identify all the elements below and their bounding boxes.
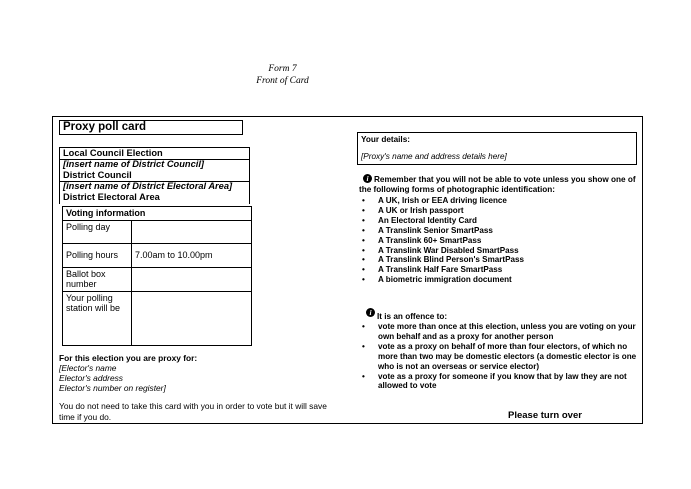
polling-hours-label: Polling hours xyxy=(63,243,132,267)
offence-heading: It is an offence to: xyxy=(377,312,448,321)
info-icon: i xyxy=(363,174,372,183)
voting-information-table xyxy=(62,206,252,346)
council-placeholder: [insert name of District Council] xyxy=(63,159,205,169)
polling-day-value xyxy=(132,220,252,243)
list-item: • A Translink Senior SmartPass xyxy=(359,226,639,236)
election-type: Local Council Election xyxy=(63,148,163,158)
list-item: • vote as a proxy on behalf of more than four electors, of which no more than two may be domestic electors (a domestic elector is one who is not an overseas or service elector) xyxy=(359,342,639,372)
polling-station-label: Your polling station will be xyxy=(63,291,132,345)
list-item: • A UK, Irish or EEA driving licence xyxy=(359,196,639,206)
your-details-box xyxy=(357,132,637,165)
form-number: Form 7 xyxy=(268,64,297,74)
list-item: • A Translink 60+ SmartPass xyxy=(359,236,639,246)
list-item: • vote as a proxy for someone if you know that by law they are not allowed to vote xyxy=(359,372,639,392)
ballot-box-label: Ballot box number xyxy=(63,267,132,291)
form-subtitle: Front of Card xyxy=(256,76,309,86)
area-label: District Electoral Area xyxy=(63,192,160,202)
proxy-for-label: For this election you are proxy for: xyxy=(59,353,198,363)
proxy-poll-card xyxy=(52,116,643,424)
elector-address: Elector's address xyxy=(59,373,123,383)
photo-id-list xyxy=(359,196,639,285)
elector-name: [Elector's name xyxy=(59,363,117,373)
info-icon: i xyxy=(366,308,375,317)
carry-card-note: You do not need to take this card with you in order to vote but it will save time if you do. xyxy=(59,401,327,422)
list-item: • A Translink Half Fare SmartPass xyxy=(359,265,639,275)
elector-number: Elector's number on register] xyxy=(59,383,166,393)
polling-day-label: Polling day xyxy=(63,220,132,243)
council-details-box xyxy=(59,147,250,204)
list-item: • An Electoral Identity Card xyxy=(359,216,639,226)
card-title: Proxy poll card xyxy=(59,120,243,135)
photo-id-notice: Remember that you will not be able to vote unless you show one of the following forms of photographic identification: xyxy=(359,175,636,194)
polling-hours-value: 7.00am to 10.00pm xyxy=(132,243,252,267)
voting-info-heading: Voting information xyxy=(63,207,252,221)
turn-over-note: Please turn over xyxy=(508,410,582,421)
your-details-placeholder: [Proxy's name and address details here] xyxy=(361,152,507,161)
area-placeholder: [insert name of District Electoral Area] xyxy=(63,181,233,191)
list-item: • vote more than once at this election, unless you are voting on your own behalf and as a proxy for another person xyxy=(359,322,639,342)
your-details-label: Your details: xyxy=(361,135,410,144)
offence-list xyxy=(359,322,639,391)
polling-station-value xyxy=(132,291,252,345)
council-label: District Council xyxy=(63,170,132,180)
list-item: • A Translink Blind Person's SmartPass xyxy=(359,255,639,265)
ballot-box-value xyxy=(132,267,252,291)
list-item: • A Translink War Disabled SmartPass xyxy=(359,246,639,256)
list-item: • A biometric immigration document xyxy=(359,275,639,285)
list-item: • A UK or Irish passport xyxy=(359,206,639,216)
